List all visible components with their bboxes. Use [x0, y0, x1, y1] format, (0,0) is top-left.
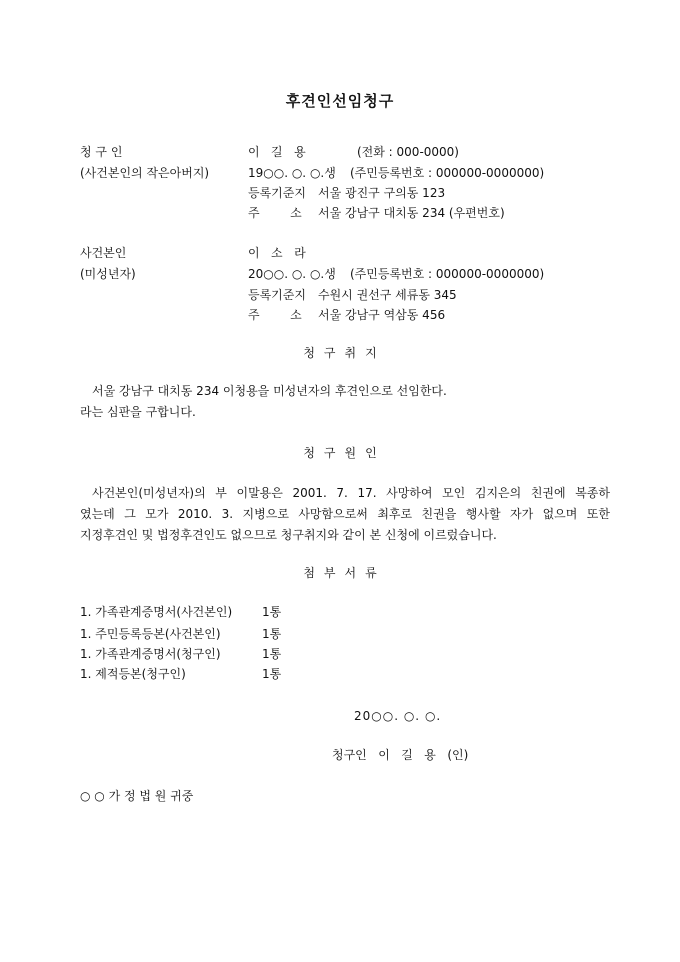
- attachment-item-qty: 1통: [262, 647, 282, 661]
- attachment-item-name: 1. 가족관계증명서(청구인): [80, 647, 221, 661]
- attachment-item-name: 1. 주민등록등본(사건본인): [80, 627, 221, 641]
- claim-purpose-line: 라는 심판을 구합니다.: [80, 405, 196, 419]
- claim-cause-heading: 청구원인: [303, 446, 386, 460]
- attachment-item-name: 1. 제적등본(청구인): [80, 667, 186, 681]
- petitioner-name: 이 길 용: [248, 145, 306, 159]
- subject-address-value: 서울 강남구 역삼동 456: [318, 308, 446, 322]
- petitioner-signature: 청구인 이 길 용 (인): [332, 748, 469, 762]
- subject-registry-value: 수원시 권선구 세류동 345: [318, 288, 457, 302]
- petitioner-registry-label: 등록기준지: [248, 186, 306, 200]
- subject-name: 이 소 라: [248, 246, 306, 260]
- claim-cause-line: 사건본인(미성년자)의 부 이말용은 2001. 7. 17. 사망하여 모인 김지은의 친권에 복종하: [92, 486, 610, 500]
- claim-cause-text: [80, 483, 610, 546]
- petitioner-phone: (전화 : 000-0000): [357, 145, 459, 159]
- court-addressee: ○ ○ 가 정 법 원 귀중: [80, 789, 194, 803]
- claim-purpose-text: [80, 381, 610, 423]
- document-date: 20○○. ○. ○.: [354, 709, 442, 723]
- attachment-item-name: 1. 가족관계증명서(사건본인): [80, 605, 233, 619]
- subject-status: (미성년자): [80, 267, 136, 281]
- subject-address-label: 주 소: [248, 308, 302, 322]
- petitioner-relation: (사건본인의 작은아버지): [80, 166, 210, 180]
- petitioner-address-label: 주 소: [248, 206, 302, 220]
- petitioner-registry-value: 서울 광진구 구의동 123: [318, 186, 446, 200]
- claim-purpose-line: 서울 강남구 대치동 234 이청용을 미성년자의 후견인으로 선임한다.: [92, 384, 447, 398]
- petitioner-rrn: (주민등록번호 : 000000-0000000): [350, 166, 545, 180]
- subject-registry-label: 등록기준지: [248, 288, 306, 302]
- claim-purpose-heading: 청구취지: [303, 346, 386, 360]
- attachment-item-qty: 1통: [262, 605, 282, 619]
- document-title: 후견인선임청구: [285, 92, 395, 110]
- claim-cause-line: 였는데 그 모가 2010. 3. 지병으로 사망함으로써 최후로 친권을 행사할 자가 없으며 또한: [80, 507, 610, 521]
- attachments-heading: 첨부서류: [303, 566, 386, 580]
- claim-cause-line: 지정후견인 및 법정후견인도 없으므로 청구취지와 같이 본 신청에 이르렀습니다.: [80, 528, 497, 542]
- subject-birth: 20○○. ○. ○.생: [248, 267, 336, 281]
- petitioner-address-value: 서울 강남구 대치동 234 (우편번호): [318, 206, 505, 220]
- subject-rrn: (주민등록번호 : 000000-0000000): [350, 267, 545, 281]
- attachment-item-qty: 1통: [262, 667, 282, 681]
- petitioner-birth: 19○○. ○. ○.생: [248, 166, 336, 180]
- petitioner-role-label: 청 구 인: [80, 145, 123, 159]
- attachment-item-qty: 1통: [262, 627, 282, 641]
- subject-role-label: 사건본인: [80, 246, 127, 260]
